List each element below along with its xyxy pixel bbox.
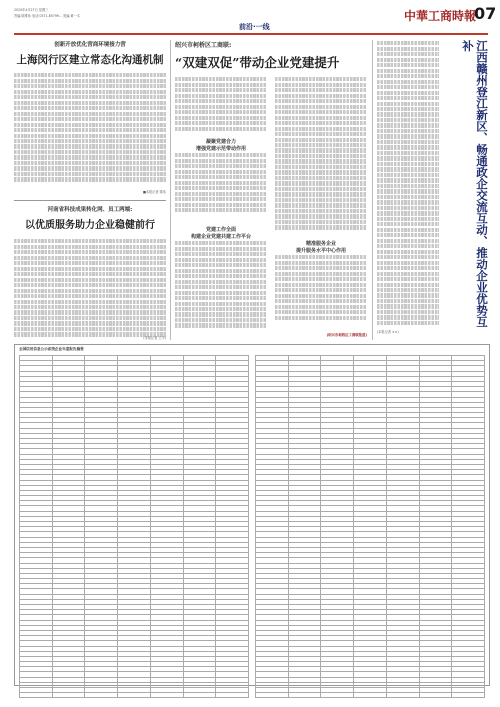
table-cell [321, 693, 354, 698]
table-cell [216, 693, 249, 698]
section-label: 前沿·一线 [239, 23, 270, 31]
center-body-2 [175, 152, 267, 222]
right-byline: (本报记者 ××) [377, 330, 399, 334]
table-cell [419, 693, 452, 698]
column-divider-2 [372, 40, 373, 340]
left-second-tagline: 河南省科技成果转化网、员工两端: [47, 207, 133, 213]
table-cell [288, 693, 321, 698]
center-body-3 [175, 240, 267, 338]
ad-table [255, 355, 485, 698]
middle-subhead-1: 精准服务企业 提升服务水平中心作用 [295, 241, 346, 254]
left-byline: ■本报记者 陈伟 [142, 190, 166, 194]
ad-table-left [19, 355, 249, 681]
ad-table-right [255, 355, 485, 681]
left-article [14, 40, 166, 340]
paper-name: 中華工商時報 [404, 9, 477, 23]
center-kicker: 绍兴市柯桥区工商联: [175, 42, 232, 49]
ad-table [19, 355, 249, 698]
left-body-2 [14, 238, 166, 338]
left-second-byline: (本报记者 王平) [143, 336, 166, 340]
table-cell [452, 693, 485, 698]
table-cell [354, 693, 387, 698]
center-article [175, 40, 367, 340]
table-cell [85, 693, 118, 698]
center-subhead-2: 党建工作全面 构建企业党建共建工作平台 [190, 227, 251, 240]
table-cell [52, 693, 85, 698]
left-second-headline: 以优质服务助力企业稳健前行 [25, 220, 155, 231]
left-body-1 [14, 72, 166, 184]
left-headline: 上海闵行区建立常态化沟通机制 [16, 54, 164, 66]
table-cell [150, 693, 183, 698]
center-headline: “双建双促”带动企业党建提升 [175, 55, 340, 70]
table-cell [20, 693, 53, 698]
left-divider [14, 200, 166, 201]
column-divider-1 [170, 40, 171, 340]
right-body-1 [377, 40, 439, 336]
center-subhead-1: 凝聚党建合力 增强党建示范带动作用 [195, 139, 246, 152]
right-article [377, 40, 489, 340]
table-cell [118, 693, 151, 698]
table-cell [183, 693, 216, 698]
table-cell [386, 693, 419, 698]
center-body-1 [175, 76, 267, 136]
center-byline: (绍兴市柯桥区工商联报道) [326, 333, 367, 337]
left-tagline: 创新开放优化营商环境接力营 [54, 42, 126, 48]
table-row [256, 693, 485, 698]
table-row [20, 693, 249, 698]
center-body-5 [275, 254, 367, 330]
bottom-ad [14, 344, 490, 686]
masthead-rule [14, 33, 488, 35]
editor-line: 责编:陈维伟 电话:0371-65799... 美编:黄一木 [14, 14, 80, 18]
right-headline: 江西赣州登江新区、畅通政企交流互动、推动企业优势互补 [461, 40, 489, 328]
date-line: 2020年4月27日 星期三 [14, 8, 49, 12]
center-body-4 [275, 76, 367, 236]
ad-title: 全国信用信息公示系统企业年度报告摘要 [19, 347, 84, 351]
masthead [14, 4, 497, 32]
table-cell [256, 693, 289, 698]
page-number: 07 [474, 4, 497, 23]
